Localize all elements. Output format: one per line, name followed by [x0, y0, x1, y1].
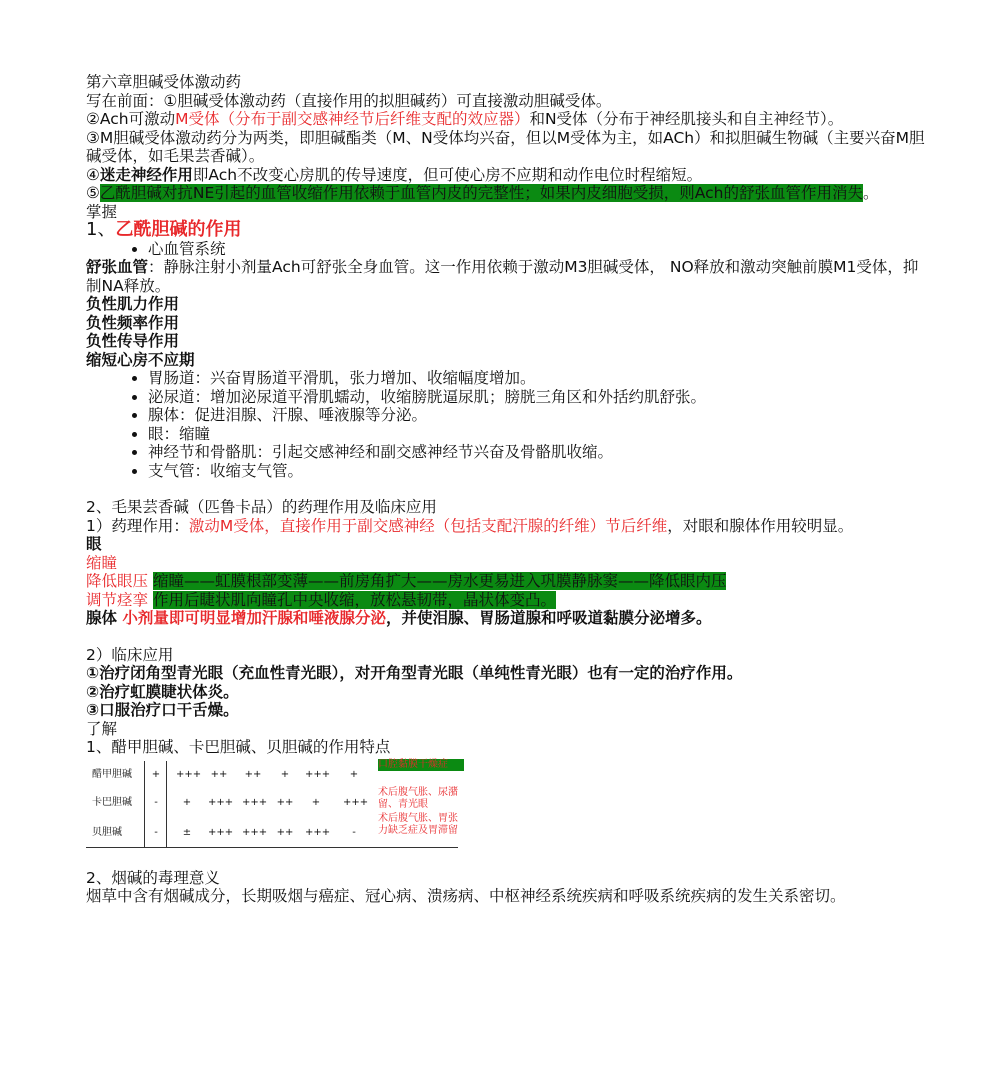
bold-text: 腺体: [86, 609, 118, 627]
table-cell: +++: [305, 826, 331, 838]
chapter-title: 第六章胆碱受体激动药: [86, 73, 242, 91]
table-note: 术后腹气胀、尿潴留、青光眼: [378, 786, 458, 810]
highlighted-text: 缩瞳——虹膜根部变薄——前房角扩大——房水更易进入巩膜静脉窦——降低眼内压: [152, 572, 727, 590]
neg-effect-1: 负性肌力作用: [86, 295, 180, 313]
effects-table: [86, 758, 926, 857]
table-cell: +++: [208, 826, 234, 838]
red-text: 激动M受体，直接作用于副交感神经（包括支配汗腺的纤维）节后纤维: [188, 516, 668, 535]
accommodation-line: [86, 591, 926, 610]
table-row-label: 卡巴胆碱: [92, 796, 132, 808]
preface-point-4: [86, 166, 926, 185]
table-cell: ±: [182, 826, 192, 838]
table-note: 术后腹气胀、胃张力缺乏症及胃滞留: [378, 812, 458, 836]
list-item: • 胃肠道：兴奋胃肠道平滑肌，张力增加、收缩幅度增加。: [148, 369, 926, 388]
text: ④: [86, 165, 100, 184]
table-cell: +++: [242, 826, 268, 838]
gland-line: [86, 609, 926, 628]
table-cell: +: [182, 796, 192, 808]
section-title-nicotine: 2、烟碱的毒理意义: [86, 868, 220, 887]
nicotine-para: 烟草中含有烟碱成分，长期吸烟与癌症、冠心病、溃疡病、中枢神经系统疾病和呼吸系统疾病的发生关系密切。: [86, 887, 846, 905]
bold-text: 迷走神经作用: [99, 165, 193, 184]
clinical-item-3: ③口服治疗口干舌燥。: [86, 701, 239, 719]
table-cell: -: [154, 826, 158, 838]
preface-point-5: [86, 184, 926, 203]
section-title-choline-esters: 1、醋甲胆碱、卡巴胆碱、贝胆碱的作用特点: [86, 738, 391, 756]
text: ：静脉注射小剂量Ach可舒张全身血管。这一作用依赖于激动M3胆碱受体， NO释放和激动突触前膜M1受体，抑制NA释放。: [86, 258, 919, 295]
clinical-item-1: ①治疗闭角型青光眼（充血性青光眼），对开角型青光眼（单纯性青光眼）也有一定的治疗作用。: [86, 664, 743, 682]
preface-intro: 写在前面：①胆碱受体激动药（直接作用的拟胆碱药）可直接激动胆碱受体。: [86, 91, 612, 110]
table-cell: +++: [208, 796, 234, 808]
text: 1）药理作用：: [86, 516, 189, 535]
text: ，对眼和腺体作用较明显。: [667, 516, 854, 535]
list-item: • 神经节和骨骼肌：引起交感神经和副交感神经节兴奋及骨骼肌收缩。: [148, 443, 926, 462]
table-note: 口腔黏膜干燥症: [378, 759, 464, 771]
table-cell: +++: [343, 796, 369, 808]
red-label: 调节痉挛: [86, 590, 149, 609]
spacer: [86, 480, 926, 498]
list-item: • 支气管：收缩支气管。: [148, 462, 926, 481]
table-row-label: 醋甲胆碱: [92, 768, 132, 780]
text: ②Ach可激动: [86, 110, 176, 128]
pharmacology-para: [86, 517, 926, 536]
section-title-pilocarpine: 2、毛果芸香碱（匹鲁卡品）的药理作用及临床应用: [86, 498, 437, 516]
neg-effect-2: 负性频率作用: [86, 313, 180, 332]
document-body: [86, 73, 926, 906]
miosis-label: 缩瞳: [86, 553, 118, 572]
organ-effects-list: [86, 369, 926, 480]
table-cell: ++: [276, 796, 294, 808]
table-cell: +++: [242, 796, 268, 808]
list-item: • 腺体：促进泪腺、汗腺、唾液腺等分泌。: [148, 406, 926, 425]
red-label: 降低眼压: [86, 572, 149, 590]
section-heading-master: 掌握: [86, 202, 118, 221]
table-cell: ++: [244, 768, 262, 780]
table-cell: ++: [210, 768, 228, 780]
table-cell: +: [280, 768, 290, 780]
neg-effect-4: 缩短心房不应期: [86, 350, 195, 369]
text: ⑤: [86, 184, 100, 202]
text: 即Ach不改变心房肌的传导速度，但可使心房不应期和动作电位时程缩短。: [192, 165, 703, 184]
iop-line: [86, 572, 926, 591]
list-item: • 泌尿道：增加泌尿道平滑肌蠕动，收缩膀胱逼尿肌；膀胱三角区和外括约肌舒张。: [148, 388, 926, 407]
preface-point-2: [86, 110, 926, 129]
text: 和N受体（分布于神经肌接头和自主神经节）。: [529, 110, 844, 128]
red-bold-text: 小剂量即可明显增加汗腺和唾液腺分泌: [122, 609, 386, 627]
neg-effect-3: 负性传导作用: [86, 332, 180, 350]
preface-point-3: ③M胆碱受体激动药分为两类，即胆碱酯类（M、N受体均兴奋，但以M受体为主，如ACh）和拟胆碱生物碱（主要兴奋M胆碱受体，如毛果芸香碱）。: [86, 128, 925, 165]
highlighted-text: 作用后睫状肌向瞳孔中央收缩，放松悬韧带，晶状体变凸。: [152, 590, 556, 609]
table-cell: -: [352, 826, 356, 838]
section-heading-understand: 了解: [86, 719, 118, 738]
eye-heading: 眼: [86, 535, 102, 553]
table-cell: +: [311, 796, 321, 808]
table-cell: ++: [276, 826, 294, 838]
table-cell: +++: [305, 768, 331, 780]
clinical-title: 2）临床应用: [86, 645, 174, 664]
text: 。: [862, 184, 879, 202]
table-cell: +: [151, 768, 161, 780]
bold-text: ，并使泪腺、胃肠道腺和呼吸道黏膜分泌增多。: [385, 609, 712, 627]
table-cell: +: [349, 768, 359, 780]
bold-text: 舒张血管: [86, 258, 149, 276]
red-text: M受体（分布于副交感神经节后纤维支配的效应器）: [175, 110, 530, 128]
table-cell: +++: [176, 768, 202, 780]
vasodilation-para: [86, 258, 926, 295]
spacer: [86, 857, 926, 869]
table-row-label: 贝胆碱: [92, 826, 122, 838]
table-bottom-rule: [86, 847, 458, 848]
cv-list: [86, 240, 926, 259]
table-cell: -: [154, 796, 158, 808]
clinical-item-2: ②治疗虹膜睫状体炎。: [86, 682, 239, 701]
list-item: • 心血管系统: [148, 240, 926, 259]
text: 1、: [86, 219, 116, 240]
red-bold-title: 乙酰胆碱的作用: [115, 219, 242, 240]
spacer: [86, 628, 926, 646]
highlighted-text: 乙酰胆碱对抗NE引起的血管收缩作用依赖于血管内皮的完整性；如果内皮细胞受损，则Ach的舒张血管作用消失: [99, 184, 863, 202]
section-title-ach: [86, 221, 926, 240]
list-item: • 眼：缩瞳: [148, 425, 926, 444]
